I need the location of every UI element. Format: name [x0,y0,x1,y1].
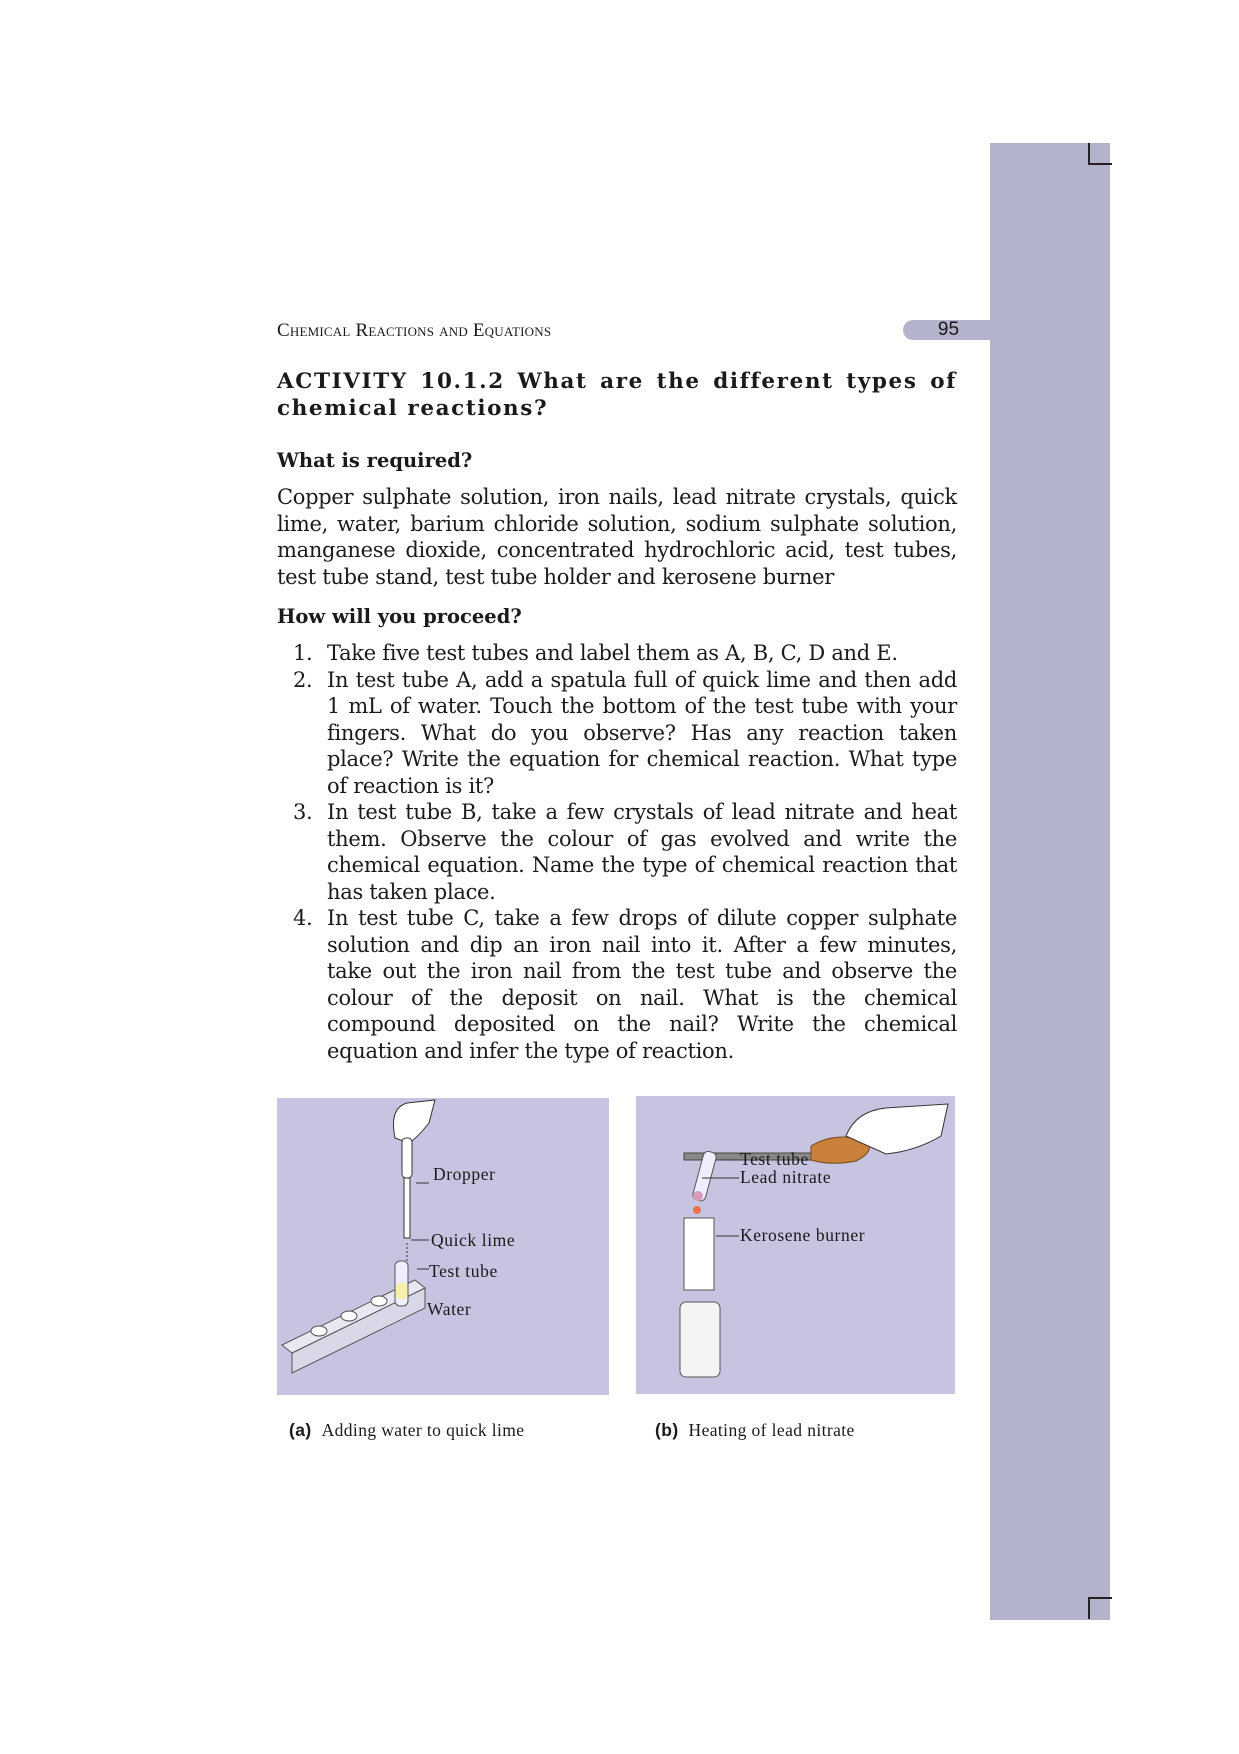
caption-text: Adding water to quick lime [321,1420,525,1440]
label-kerosene-burner: Kerosene burner [740,1225,866,1245]
label-water: Water [427,1299,472,1319]
hand-icon [394,1100,436,1143]
step-number: 3. [293,800,313,824]
figure-quick-lime [277,1098,609,1395]
page-side-band [990,143,1110,1620]
step-text: In test tube B, take a few crystals of lead nitrate and heat them. Observe the colour of gas evolved and write the chemical equation. Name the type of chemical reaction that has taken place. [327,800,957,904]
label-dropper: Dropper [433,1164,496,1184]
step-text: In test tube A, add a spatula full of quick lime and then add 1 mL of water. Touch the bottom of the test tube with your fingers. What do you observe? Has any reaction taken place? Write the equation for chemical reaction. What type of reaction is it? [327,667,957,798]
step-number: 1. [293,641,313,665]
crop-mark-top [1088,143,1112,165]
caption-letter: (b) [655,1420,679,1440]
step-item [277,640,957,667]
activity-content [277,368,957,1064]
caption-a [289,1420,524,1441]
step-item [277,667,957,800]
caption-b [655,1420,855,1441]
steps-list [277,640,957,1064]
proceed-heading: How will you proceed? [277,605,522,628]
step-number: 2. [293,667,313,692]
activity-title: ACTIVITY 10.1.2 What are the different types of chemical reactions? [277,369,957,421]
label-quick-lime: Quick lime [431,1230,516,1250]
label-lead-nitrate: Lead nitrate [740,1167,832,1187]
label-test-tube: Test tube [740,1149,809,1169]
crop-mark-bottom [1088,1597,1112,1619]
flame [693,1206,701,1214]
burner-base [680,1302,720,1377]
step-text: Take five test tubes and label them as A, B, C, D and E. [327,641,898,665]
label-test-tube: Test tube [429,1261,498,1281]
step-item [277,799,957,905]
page-number: 95 [903,320,990,340]
caption-text: Heating of lead nitrate [688,1420,855,1440]
caption-letter: (a) [289,1420,312,1440]
burner-chimney [684,1218,714,1290]
required-heading: What is required? [277,449,473,472]
step-item [277,905,957,1064]
dropper-tube [404,1178,410,1238]
step-text: In test tube C, take a few drops of dilute copper sulphate solution and dip an iron nail into it. After a few minutes, take out the iron nail from the test tube and observe the colour of the deposit on nail. What is the chemical compound deposited on the nail? Write the chemical equation and infer the type of reaction. [327,906,957,1063]
required-text: Copper sulphate solution, iron nails, lead nitrate crystals, quick lime, water, barium chloride solution, sodium sulphate solution, manganese dioxide, concentrated hydrochloric acid, test tubes, test tube stand, test tube holder and kerosene burner [277,485,957,589]
step-number: 4. [293,906,313,930]
figure-lead-nitrate [636,1096,955,1394]
dropper-bulb [402,1138,412,1178]
running-header: Chemical Reactions and Equations [277,320,552,341]
